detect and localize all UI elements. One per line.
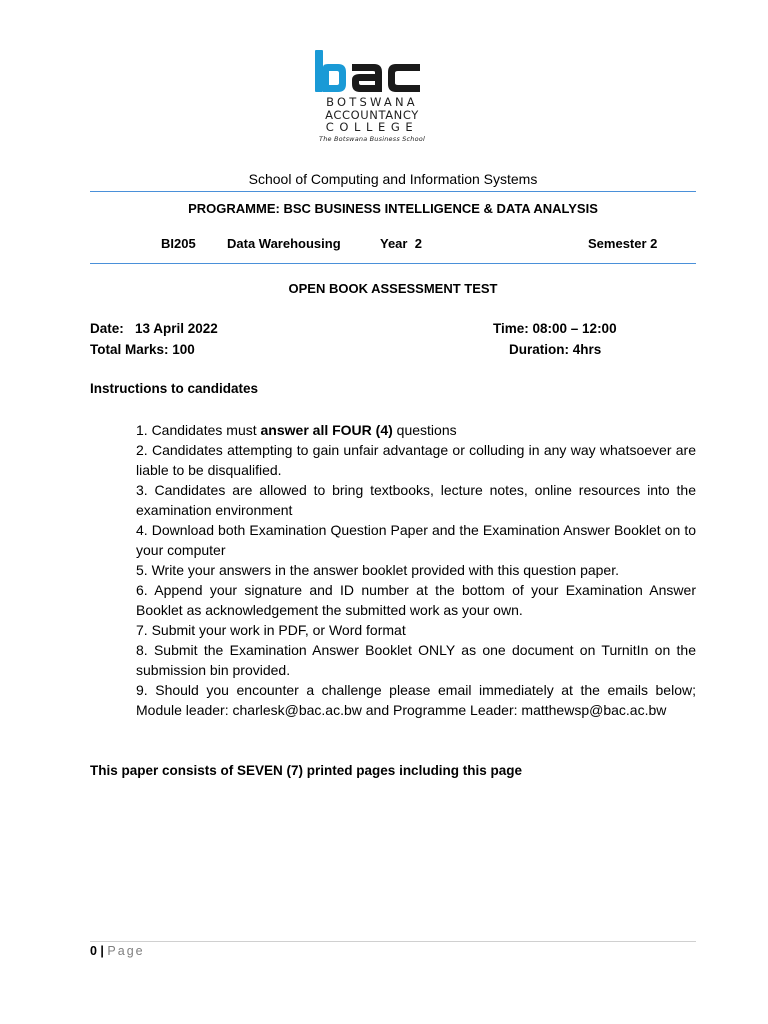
instruction-item-text: questions xyxy=(392,422,457,438)
logo-line-accountancy: ACCOUNTANCY xyxy=(325,107,419,122)
page-footer xyxy=(90,944,145,958)
instruction-item: 2. Candidates attempting to gain unfair advantage or colluding in any way whatsoever are liable to be disqualified. xyxy=(136,442,696,478)
footer-rule xyxy=(90,941,696,942)
footer-page-label: Page xyxy=(107,944,145,958)
instruction-item: 7. Submit your work in PDF, or Word format xyxy=(136,622,406,638)
instruction-item-text: 1. Candidates must xyxy=(136,422,261,438)
course-code: BI205 xyxy=(161,236,196,251)
course-name: Data Warehousing xyxy=(227,236,341,251)
programme-title: PROGRAMME: BSC BUSINESS INTELLIGENCE & DATA ANALYSIS xyxy=(188,201,598,216)
logo-tagline: The Botswana Business School xyxy=(319,134,425,143)
exam-date: Date: 13 April 2022 xyxy=(90,321,218,336)
instruction-item xyxy=(136,420,696,440)
instruction-item: 8. Submit the Examination Answer Booklet ONLY as one document on TurnitIn on the submission bin provided. xyxy=(136,642,696,678)
instruction-item: 9. Should you encounter a challenge please email immediately at the emails below; Module leader: charlesk@bac.ac.bw and Programme Leader: matthewsp@bac.ac.bw xyxy=(136,682,696,718)
header-rule-top xyxy=(90,191,696,192)
course-year: Year 2 xyxy=(380,236,422,251)
instructions-heading: Instructions to candidates xyxy=(90,381,259,396)
logo-line-college: COLLEGE xyxy=(325,120,419,134)
instruction-item: 5. Write your answers in the answer booklet provided with this question paper. xyxy=(136,562,619,578)
instruction-item: 3. Candidates are allowed to bring textbooks, lecture notes, online resources into the examination environment xyxy=(136,482,696,518)
instructions-list xyxy=(136,420,696,720)
college-logo xyxy=(312,48,432,143)
bac-wordmark-icon xyxy=(312,48,432,96)
pages-note: This paper consists of SEVEN (7) printed pages including this page xyxy=(90,763,523,778)
footer-page-number: 0 xyxy=(90,944,97,958)
school-name: School of Computing and Information Systems xyxy=(248,171,538,187)
instruction-item-emphasis: answer all FOUR (4) xyxy=(260,422,393,438)
logo-line-botswana: BOTSWANA xyxy=(326,95,418,109)
total-marks: Total Marks: 100 xyxy=(90,342,195,357)
instruction-item: 6. Append your signature and ID number at the bottom of your Examination Answer Booklet as acknowledgement the submitted work as your own. xyxy=(136,582,696,618)
course-semester: Semester 2 xyxy=(588,236,658,251)
test-title: OPEN BOOK ASSESSMENT TEST xyxy=(288,281,498,296)
exam-duration: Duration: 4hrs xyxy=(509,342,602,357)
header-rule-bottom xyxy=(90,263,696,264)
instruction-item: 4. Download both Examination Question Paper and the Examination Answer Booklet on to your computer xyxy=(136,522,696,558)
footer-separator: | xyxy=(96,944,108,958)
exam-time: Time: 08:00 – 12:00 xyxy=(493,321,617,336)
